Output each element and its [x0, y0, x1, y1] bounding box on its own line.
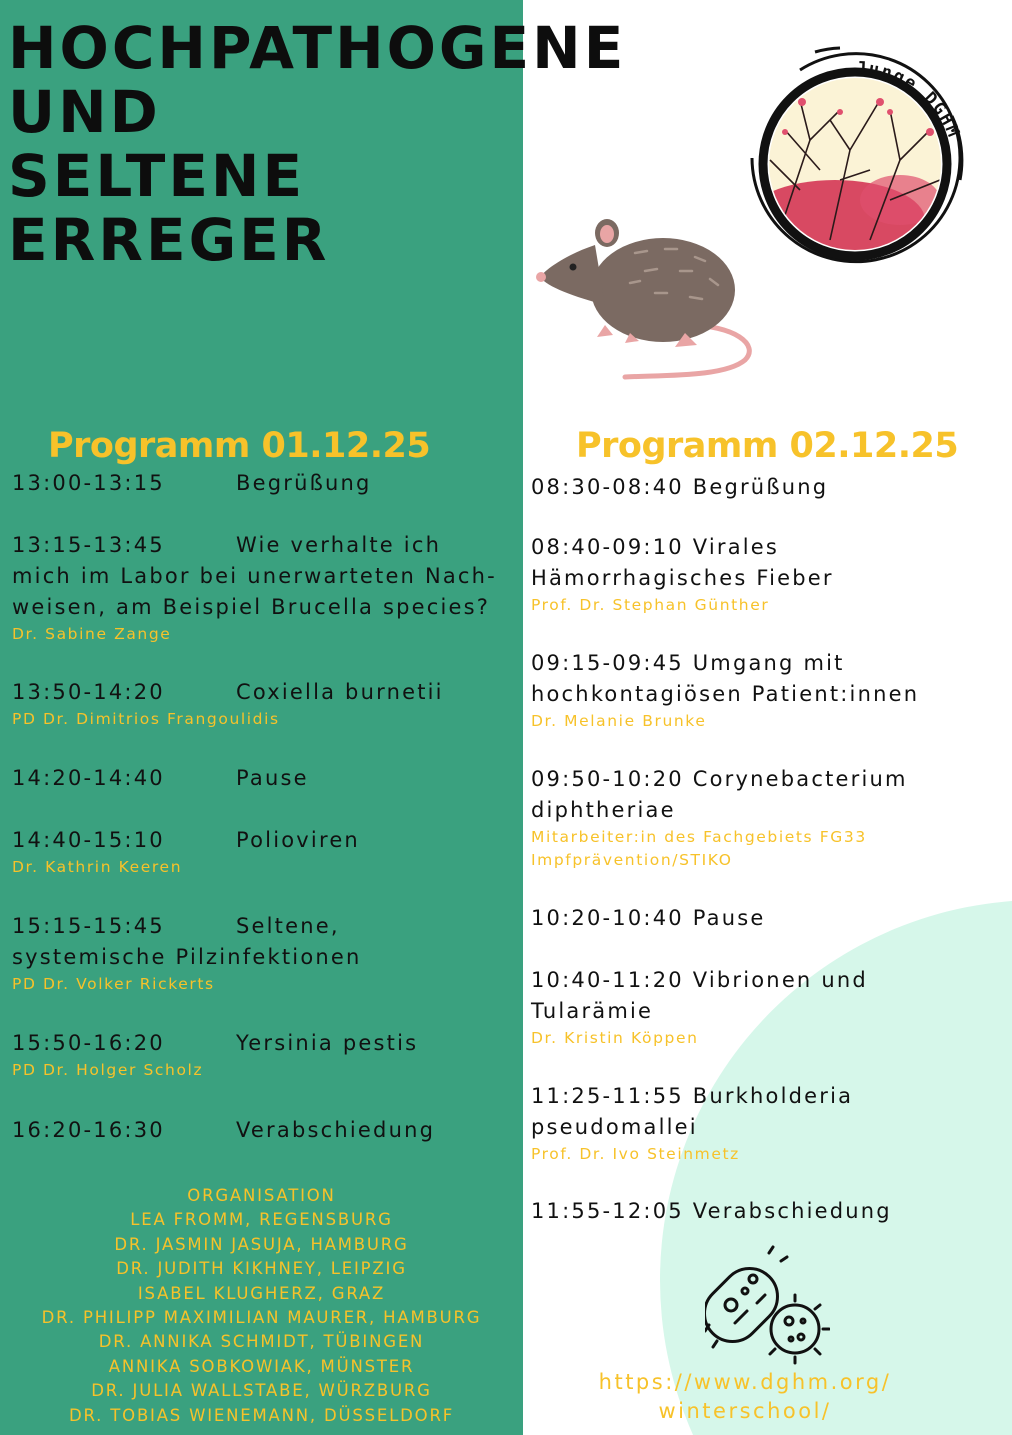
- entry-time: 11:25-11:55: [531, 1084, 684, 1108]
- organiser-name: DR. JULIA WALLSTABE, WÜRZBURG: [91, 1381, 432, 1401]
- entry-time: 13:00-13:15: [12, 471, 165, 495]
- organiser-name: DR. JASMIN JASUJA, HAMBURG: [114, 1234, 409, 1254]
- entry-speaker: Impfprävention/STIKO: [531, 851, 733, 869]
- entry-time: 14:20-14:40: [12, 766, 165, 790]
- entry-time: 13:15-13:45: [12, 533, 165, 557]
- entry-time: 11:55-12:05: [531, 1199, 684, 1223]
- organiser-name: ISABEL KLUGHERZ, GRAZ: [137, 1283, 386, 1303]
- entry-time: 08:30-08:40: [531, 475, 684, 499]
- entry-time: 13:50-14:20: [12, 680, 165, 704]
- entry-title: Polioviren: [236, 828, 360, 852]
- entry-title: Wie verhalte ich: [236, 533, 442, 557]
- schedule-entry: [531, 903, 1001, 934]
- bacteria-icon: [705, 1245, 830, 1365]
- entry-speaker: Prof. Dr. Stephan Günther: [531, 596, 770, 614]
- schedule-entry: [531, 764, 1001, 872]
- schedule-entry: [531, 648, 1001, 733]
- entry-title-cont: pseudomallei: [531, 1115, 698, 1139]
- schedule-entry: [12, 763, 517, 794]
- logo-text: Junge DGHM: [855, 58, 964, 142]
- rat-illustration: [535, 205, 765, 385]
- website-url[interactable]: [580, 1368, 910, 1426]
- entry-title: Verabschiedung: [236, 1118, 436, 1142]
- entry-time: 15:50-16:20: [12, 1031, 165, 1055]
- schedule-entry: [12, 1115, 517, 1146]
- entry-time: 16:20-16:30: [12, 1118, 165, 1142]
- url-line-2: winterschool/: [658, 1399, 832, 1423]
- entry-title-cont: Tularämie: [531, 999, 654, 1023]
- organiser-name: LEA FROMM, REGENSBURG: [130, 1210, 393, 1230]
- schedule-entry: [531, 1081, 1001, 1166]
- entry-title-cont: Hämorrhagisches Fieber: [531, 566, 834, 590]
- entry-time: 14:40-15:10: [12, 828, 165, 852]
- organiser-name: ANNIKA SOBKOWIAK, MÜNSTER: [108, 1356, 415, 1376]
- entry-title: Begrüßung: [236, 471, 372, 495]
- poster-title-line-2: UND: [8, 78, 161, 146]
- entry-time: 15:15-15:45: [12, 914, 165, 938]
- schedule-entry: [531, 965, 1001, 1050]
- poster-title-line-4: ERREGER: [8, 206, 330, 274]
- entry-speaker: Dr. Sabine Zange: [12, 625, 172, 643]
- organisation-block: [0, 1184, 523, 1428]
- organiser-name: DR. JUDITH KIKHNEY, LEIPZIG: [116, 1259, 407, 1279]
- schedule-entry: [12, 911, 517, 996]
- entry-speaker: PD Dr. Volker Rickerts: [12, 975, 215, 993]
- entry-title: Coxiella burnetii: [236, 680, 444, 704]
- entry-speaker: PD Dr. Dimitrios Frangoulidis: [12, 710, 280, 728]
- organiser-name: DR. TOBIAS WIENEMANN, DÜSSELDORF: [69, 1405, 454, 1425]
- schedule-entry: [12, 677, 517, 731]
- entry-title: Begrüßung: [692, 475, 829, 499]
- junge-dghm-logo: [740, 30, 975, 270]
- entry-title-cont: mich im Labor bei unerwarteten Nach-: [12, 564, 497, 588]
- entry-speaker: Mitarbeiter:in des Fachgebiets FG33: [531, 828, 867, 846]
- entry-title-cont: hochkontagiösen Patient:innen: [531, 682, 920, 706]
- poster-title-line-3: SELTENE: [8, 142, 306, 210]
- schedule-entry: [531, 472, 1001, 503]
- entry-speaker: PD Dr. Holger Scholz: [12, 1061, 204, 1079]
- entry-speaker: Prof. Dr. Ivo Steinmetz: [531, 1145, 740, 1163]
- entry-title-cont: systemische Pilzinfektionen: [12, 945, 362, 969]
- entry-title: Burkholderia: [692, 1084, 854, 1108]
- entry-title-cont: weisen, am Beispiel Brucella species?: [12, 595, 491, 619]
- schedule-entry: [531, 532, 1001, 617]
- entry-title: Verabschiedung: [692, 1199, 892, 1223]
- entry-title-cont: diphtheriae: [531, 798, 676, 822]
- organiser-name: DR. PHILIPP MAXIMILIAN MAURER, HAMBURG: [41, 1308, 482, 1328]
- schedule-entry: [531, 1196, 1001, 1227]
- entry-title: Pause: [692, 906, 766, 930]
- url-line-1: https://www.dghm.org/: [598, 1370, 892, 1394]
- day1-heading: Programm 01.12.25: [48, 426, 431, 466]
- day2-heading: Programm 02.12.25: [576, 426, 959, 466]
- schedule-entry: [12, 1028, 517, 1082]
- entry-title: Seltene,: [236, 914, 340, 938]
- entry-time: 10:40-11:20: [531, 968, 684, 992]
- entry-title: Pause: [236, 766, 309, 790]
- entry-title: Umgang mit: [692, 651, 845, 675]
- entry-title: Vibrionen und: [692, 968, 868, 992]
- schedule-entry: [12, 530, 517, 646]
- entry-title: Corynebacterium: [692, 767, 908, 791]
- entry-time: 10:20-10:40: [531, 906, 684, 930]
- organisation-heading: ORGANISATION: [187, 1186, 336, 1205]
- entry-title: Virales: [692, 535, 780, 559]
- entry-speaker: Dr. Kathrin Keeren: [12, 858, 183, 876]
- entry-speaker: Dr. Melanie Brunke: [531, 712, 707, 730]
- entry-time: 08:40-09:10: [531, 535, 684, 559]
- schedule-entry: [12, 825, 517, 879]
- entry-time: 09:15-09:45: [531, 651, 684, 675]
- entry-time: 09:50-10:20: [531, 767, 684, 791]
- schedule-entry: [12, 468, 517, 499]
- entry-title: Yersinia pestis: [236, 1031, 419, 1055]
- organiser-name: DR. ANNIKA SCHMIDT, TÜBINGEN: [98, 1332, 425, 1352]
- poster-title-line-1: HOCHPATHOGENE: [8, 14, 627, 82]
- entry-speaker: Dr. Kristin Köppen: [531, 1029, 699, 1047]
